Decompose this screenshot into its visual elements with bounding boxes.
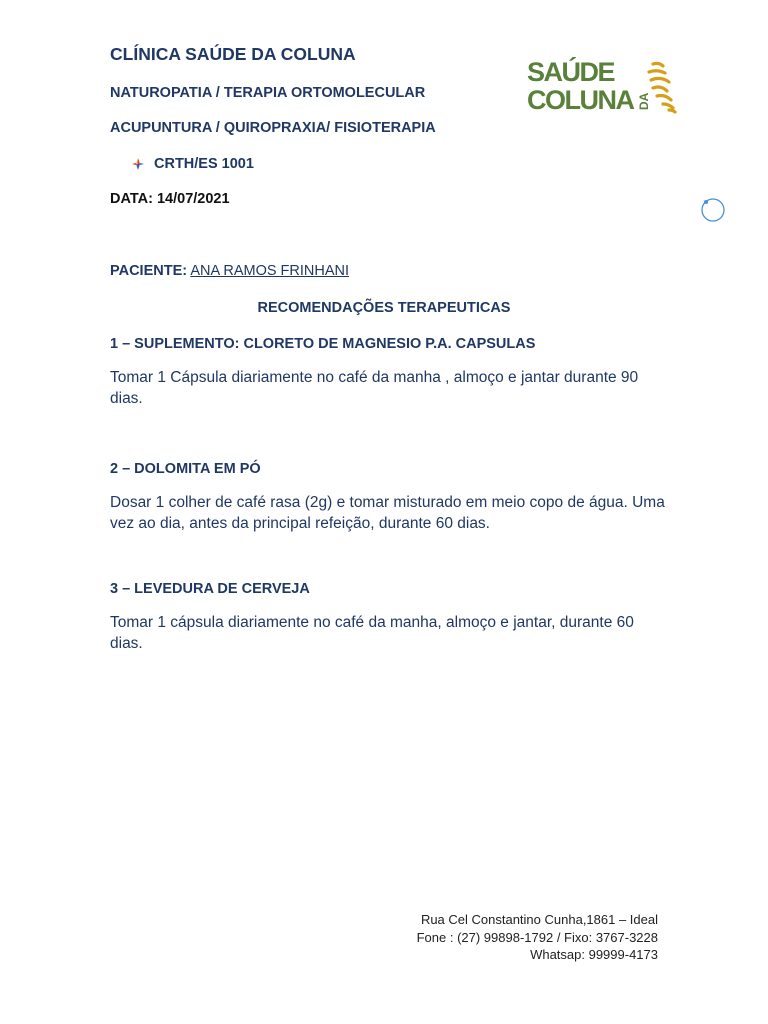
- recommendation-item-2-text: Dosar 1 colher de café rasa (2g) e tomar misturado em meio copo de água. Uma vez ao dia, antes da principal refeição, durante 60 dias.: [110, 494, 665, 532]
- patient-label: PACIENTE:: [110, 263, 188, 279]
- recommendation-item-1-title: 1 – SUPLEMENTO: CLORETO DE MAGNESIO P.A. CAPSULAS: [110, 336, 536, 352]
- clinic-logo: [527, 58, 687, 118]
- colored-diamond-bullet-icon: [132, 158, 144, 170]
- specialties-line-1: NATUROPATIA / TERAPIA ORTOMOLECULAR: [110, 85, 426, 101]
- registration-number: CRTH/ES 1001: [154, 156, 254, 172]
- recommendation-item-1-text: Tomar 1 Cápsula diariamente no café da manha , almoço e jantar durante 90 dias.: [110, 369, 639, 407]
- registration-line: [132, 156, 254, 172]
- recommendation-item-3-title: 3 – LEVEDURA DE CERVEJA: [110, 581, 310, 597]
- recommendation-item-3-text: Tomar 1 cápsula diariamente no café da manha, almoço e jantar, durante 60 dias.: [110, 614, 634, 652]
- specialties-line-2: ACUPUNTURA / QUIROPRAXIA/ FISIOTERAPIA: [110, 120, 436, 136]
- recommendations-title: RECOMENDAÇÕES TERAPEUTICAS: [257, 300, 511, 316]
- footer-phone: Fone : (27) 99898-1792 / Fixo: 3767-3228: [416, 929, 658, 945]
- recommendation-item-2-title: 2 – DOLOMITA EM PÓ: [110, 461, 261, 477]
- footer-whatsapp: Whatsap: 99999-4173: [530, 947, 658, 962]
- clinic-name: CLÍNICA SAÚDE DA COLUNA: [110, 44, 356, 64]
- circle-ring-icon: [700, 197, 726, 223]
- footer-address: Rua Cel Constantino Cunha,1861 – Ideal: [420, 912, 658, 927]
- logo-text-vertical: DA: [637, 92, 651, 110]
- patient-name: ANA RAMOS FRINHANI: [190, 263, 350, 279]
- patient-line: [110, 263, 349, 279]
- footer-contact: [417, 911, 658, 964]
- logo-text-line2: COLUNA: [527, 85, 634, 115]
- logo-text-line1: SAÚDE: [527, 57, 615, 87]
- document-date: DATA: 14/07/2021: [110, 191, 230, 207]
